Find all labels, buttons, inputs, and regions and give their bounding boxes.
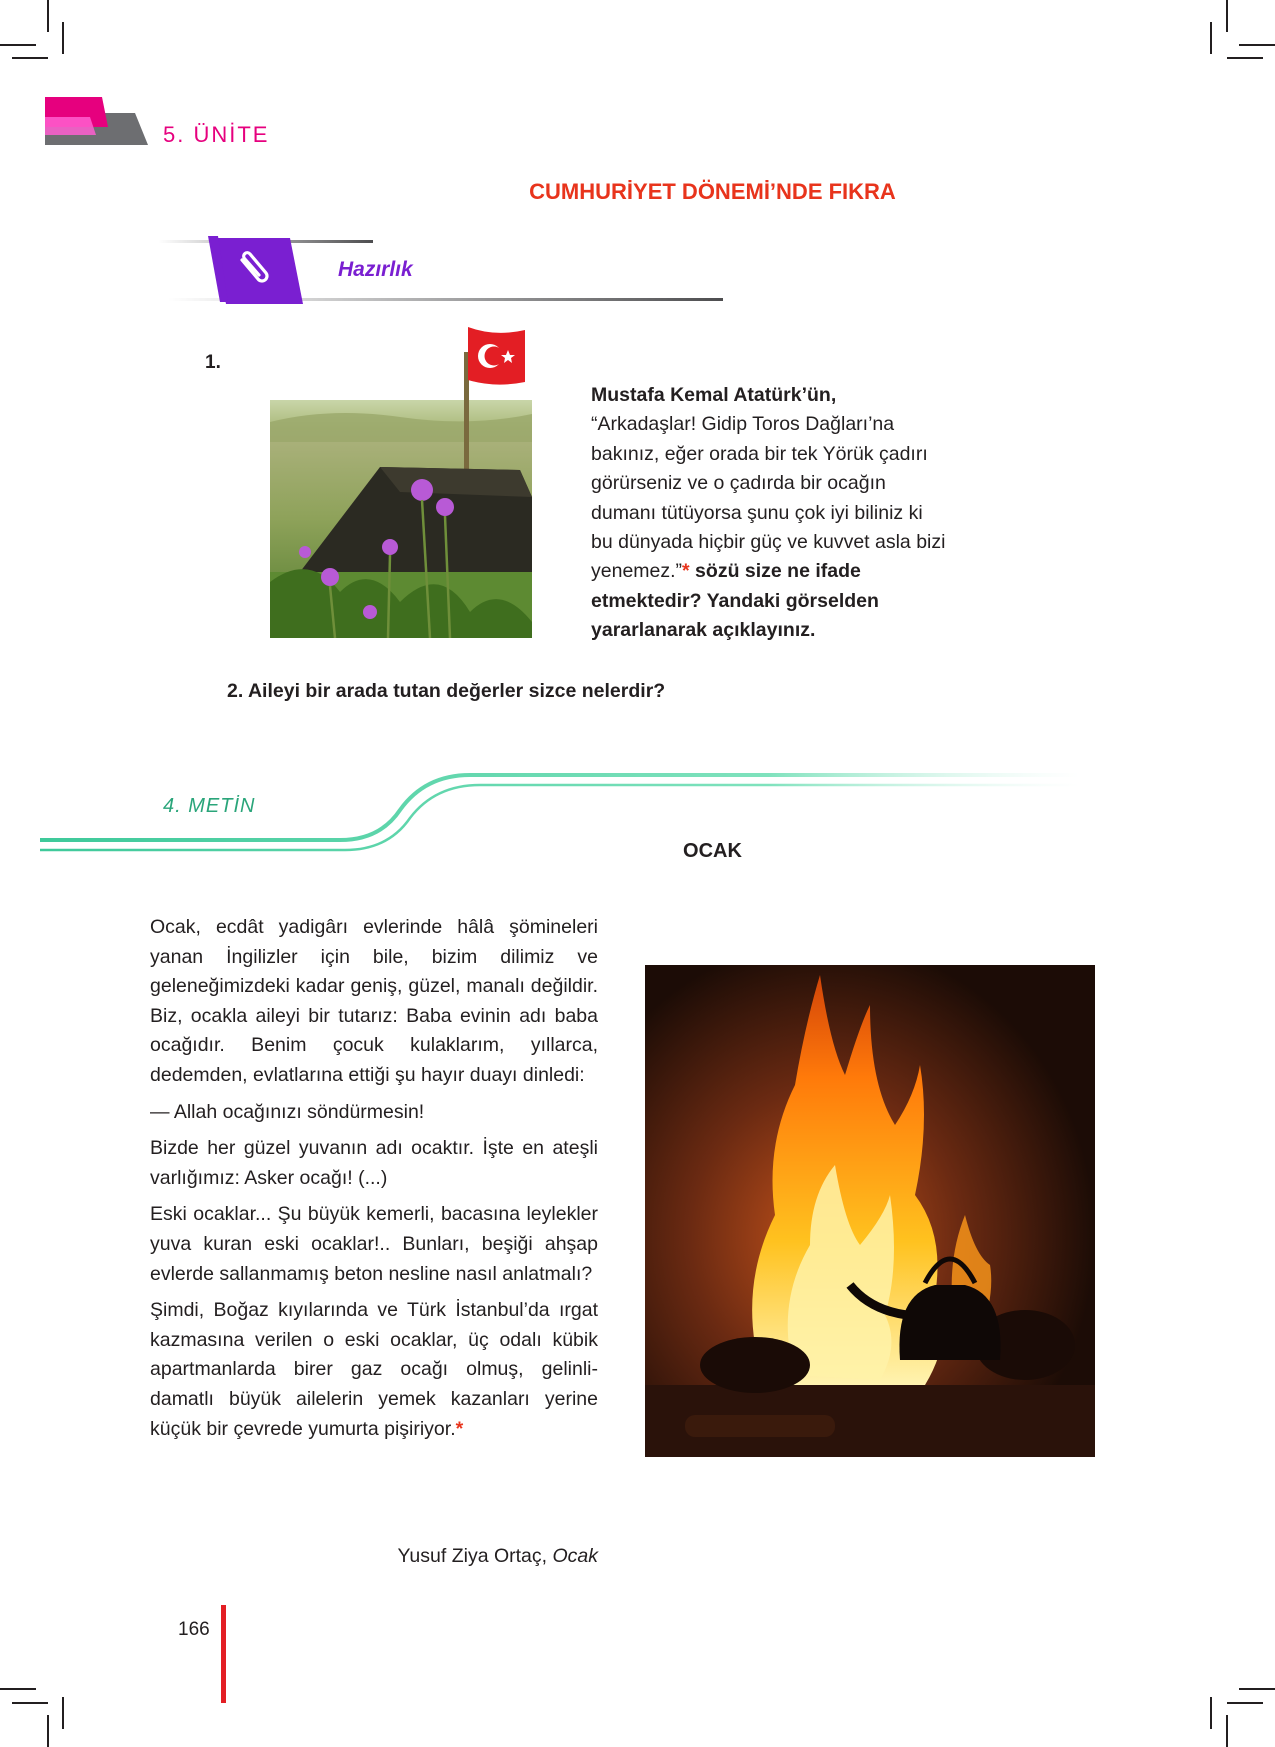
author-citation xyxy=(300,1545,598,1568)
crop-mark xyxy=(1227,57,1263,59)
paperclip-icon xyxy=(232,246,276,290)
text-body xyxy=(150,913,598,1451)
crop-mark xyxy=(62,1697,64,1729)
crop-mark xyxy=(0,44,36,46)
crop-mark xyxy=(0,1688,36,1690)
paragraph: Eski ocaklar... Şu büyük kemerli, bacasına leylekler yuva kuran eski ocaklar!.. Bunları, beşiği ahşap evlerde sallanmamış beton nesline nasıl anlatmalı? xyxy=(150,1203,598,1285)
page-title: CUMHURİYET DÖNEMİ’NDE FIKRA xyxy=(529,179,896,204)
paragraph-text: Şimdi, Boğaz kıyılarında ve Türk İstanbul’da ırgat kazmasına verilen o eski ocaklar, üç odalı kübik apartmanlarda birer gaz ocağı olmuş, gelinli-damatlı büyük ailelerin yemek kazanları yerine küçük bir çevrede yumurta pişiriyor. xyxy=(150,1299,598,1440)
ataturk-quote: “Arkadaşlar! Gidip Toros Dağları’na bakınız, eğer orada bir tek Yörük çadırı görürseniz ve o çadırda bir ocağın dumanı tütüyorsa şunu çok iyi biliniz ki bu dünyada hiçbir güç ve kuvvet asla bizi yenemez.” xyxy=(591,413,946,583)
author-name: Yusuf Ziya Ortaç, xyxy=(397,1545,553,1567)
crop-mark xyxy=(12,57,48,59)
unit-label: 5. ÜNİTE xyxy=(163,122,270,147)
crop-mark xyxy=(1210,1697,1212,1729)
crop-mark xyxy=(1226,0,1228,32)
question-1-prompt: sözü size ne ifade etmektedir? Yandaki görselden yararlanarak açıklayınız. xyxy=(591,560,879,642)
crop-mark xyxy=(1210,22,1212,54)
page-number-bar xyxy=(221,1605,226,1703)
question-number: 1. xyxy=(205,352,221,373)
crop-mark xyxy=(47,0,49,32)
footnote-star: * xyxy=(455,1417,464,1440)
question-2: 2. Aileyi bir arada tutan değerler sizce nelerdir? xyxy=(227,680,666,702)
paragraph: — Allah ocağınızı söndürmesin! xyxy=(150,1100,425,1123)
question-1-text xyxy=(591,381,946,646)
crop-mark xyxy=(1226,1715,1228,1747)
footnote-star: * xyxy=(682,560,690,583)
paragraph xyxy=(150,1296,598,1444)
crop-mark xyxy=(1227,1702,1263,1704)
page-number: 166 xyxy=(178,1619,210,1640)
crop-mark xyxy=(62,22,64,54)
crop-mark xyxy=(47,1715,49,1747)
crop-mark xyxy=(1239,44,1275,46)
text-title: OCAK xyxy=(683,840,742,862)
crop-mark xyxy=(1239,1688,1275,1690)
question-1-lead: Mustafa Kemal Atatürk’ün, xyxy=(591,384,837,406)
text-label: 4. METİN xyxy=(163,795,256,817)
section-title: Hazırlık xyxy=(338,258,413,281)
paragraph: Ocak, ecdât yadigârı evlerinde hâlâ şömineleri yanan İngilizler için bile, bizim dilimiz ve geleneğimizdeki kadar geniş, güzel, manalı değildir. Biz, ocakla aileyi bir tutarız: Baba evinin adı baba ocağıdır. Benim çocuk kulaklarım, yıllarca, dedemden, evlatlarına ettiği şu hayır duayı dinledi: xyxy=(150,916,598,1086)
paragraph: Bizde her güzel yuvanın adı ocaktır. İşte en ateşli varlığımız: Asker ocağı! (...) xyxy=(150,1137,598,1189)
fireplace-photo xyxy=(645,965,1095,1457)
unit-tab-graphic xyxy=(40,95,150,155)
source-title: Ocak xyxy=(552,1545,598,1567)
tent-flag-photo xyxy=(270,322,532,638)
crop-mark xyxy=(12,1702,48,1704)
